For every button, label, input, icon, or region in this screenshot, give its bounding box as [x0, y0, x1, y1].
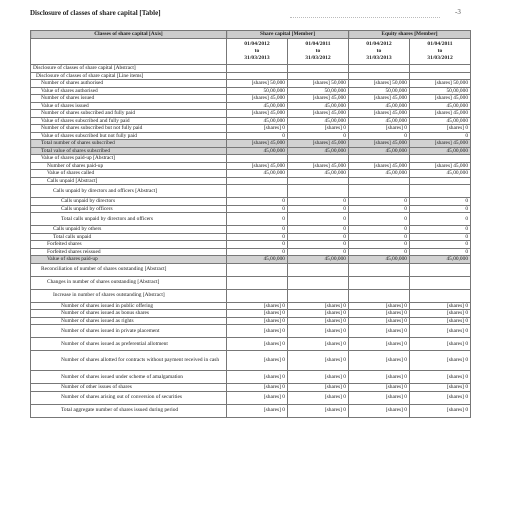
- table-row: [31, 205, 471, 213]
- row-value: 0: [288, 198, 349, 206]
- row-value: 45,00,000: [288, 256, 349, 264]
- row-label: Calls unpaid by officers: [31, 205, 227, 213]
- row-value: [shares] 0: [288, 125, 349, 133]
- row-value: [shares] 45,000: [288, 110, 349, 118]
- row-value: [shares] 0: [349, 125, 410, 133]
- row-value: [shares] 0: [288, 302, 349, 310]
- row-value: 45,00,000: [288, 102, 349, 110]
- table-row: [31, 276, 471, 289]
- row-value: 45,00,000: [227, 170, 288, 178]
- row-value: [shares] 45,000: [410, 140, 471, 148]
- row-value: [410, 276, 471, 289]
- row-label: Total aggregate number of shares issued during period: [31, 404, 227, 417]
- row-value: [shares] 45,000: [227, 140, 288, 148]
- row-value: [shares] 45,000: [410, 162, 471, 170]
- row-value: 0: [288, 241, 349, 249]
- row-label: Value of shares authorised: [31, 87, 227, 95]
- row-value: 0: [349, 248, 410, 256]
- row-value: [349, 177, 410, 185]
- row-value: [shares] 0: [288, 310, 349, 318]
- period-header: [288, 39, 349, 65]
- row-value: 45,00,000: [288, 117, 349, 125]
- row-label: Number of other issues of shares: [31, 384, 227, 392]
- equity-shares-member-header: Equity shares [Member]: [349, 31, 471, 39]
- period-to: 31/03/2013: [366, 55, 392, 61]
- period-header: [349, 39, 410, 65]
- row-value: [shares] 45,000: [227, 95, 288, 103]
- row-value: [227, 185, 288, 198]
- row-value: [shares] 0: [288, 325, 349, 338]
- row-label: Total calls unpaid: [31, 233, 227, 241]
- row-label: Number of shares issued as preferential allotment: [31, 338, 227, 351]
- row-value: [shares] 0: [288, 391, 349, 404]
- period-from: 01/04/2012: [244, 41, 270, 47]
- row-label: Value of shares called: [31, 170, 227, 178]
- row-value: [shares] 0: [349, 391, 410, 404]
- table-row: [31, 317, 471, 325]
- share-capital-member-header: Share capital [Member]: [227, 31, 349, 39]
- row-value: 45,00,000: [410, 170, 471, 178]
- table-row: [31, 87, 471, 95]
- row-value: [288, 289, 349, 302]
- row-value: [shares] 45,000: [349, 110, 410, 118]
- row-value: [227, 72, 288, 80]
- row-value: 0: [410, 233, 471, 241]
- row-value: 50,00,000: [349, 87, 410, 95]
- row-value: [shares] 0: [227, 338, 288, 351]
- row-value: [shares] 0: [227, 384, 288, 392]
- row-value: [shares] 0: [349, 371, 410, 384]
- period-to: 31/03/2012: [427, 55, 453, 61]
- row-value: 0: [410, 248, 471, 256]
- row-value: 0: [227, 226, 288, 234]
- row-value: [288, 185, 349, 198]
- row-value: [shares] 45,000: [349, 95, 410, 103]
- row-label: Total value of shares subscribed: [31, 147, 227, 155]
- table-row: [31, 289, 471, 302]
- table-row: [31, 155, 471, 163]
- row-value: [288, 155, 349, 163]
- row-value: 45,00,000: [410, 256, 471, 264]
- row-value: [349, 72, 410, 80]
- table-row: [31, 80, 471, 88]
- row-value: [227, 65, 288, 73]
- row-value: [shares] 0: [227, 125, 288, 133]
- row-label: Calls unpaid by directors and officers [Abstract]: [31, 185, 227, 198]
- row-value: [227, 289, 288, 302]
- row-value: 0: [227, 213, 288, 226]
- row-value: 45,00,000: [349, 170, 410, 178]
- row-value: [288, 276, 349, 289]
- row-value: 45,00,000: [349, 102, 410, 110]
- row-value: [shares] 45,000: [288, 162, 349, 170]
- table-row: [31, 351, 471, 371]
- row-value: 0: [349, 233, 410, 241]
- row-label: Number of shares issued as rights: [31, 317, 227, 325]
- row-value: [shares] 0: [349, 338, 410, 351]
- row-value: [shares] 0: [410, 371, 471, 384]
- row-value: [shares] 0: [410, 391, 471, 404]
- row-value: [shares] 50,000: [227, 80, 288, 88]
- table-row: [31, 226, 471, 234]
- row-value: 45,00,000: [227, 256, 288, 264]
- page-number: -3: [455, 8, 461, 16]
- period-to-word: to: [376, 48, 382, 54]
- row-value: [410, 263, 471, 276]
- row-value: [shares] 0: [410, 310, 471, 318]
- period-from: 01/04/2011: [427, 41, 453, 47]
- row-value: [shares] 0: [288, 338, 349, 351]
- period-header: [227, 39, 288, 65]
- row-value: 0: [410, 226, 471, 234]
- row-value: [shares] 0: [227, 391, 288, 404]
- row-value: 50,00,000: [410, 87, 471, 95]
- row-label: Changes in number of shares outstanding [Abstract]: [31, 276, 227, 289]
- table-row: [31, 162, 471, 170]
- row-value: [410, 177, 471, 185]
- row-label: Number of shares issued: [31, 95, 227, 103]
- row-value: [shares] 45,000: [410, 95, 471, 103]
- row-value: 0: [288, 213, 349, 226]
- row-label: Forfeited shares: [31, 241, 227, 249]
- table-row: [31, 125, 471, 133]
- row-value: [shares] 45,000: [227, 110, 288, 118]
- table-row: [31, 371, 471, 384]
- table-row: [31, 263, 471, 276]
- row-value: [shares] 45,000: [227, 162, 288, 170]
- row-value: [288, 72, 349, 80]
- row-value: [349, 289, 410, 302]
- row-value: 0: [410, 241, 471, 249]
- row-label: Total calls unpaid by directors and officers: [31, 213, 227, 226]
- row-label: Value of shares paid-up [Abstract]: [31, 155, 227, 163]
- row-label: Number of shares issued in public offering: [31, 302, 227, 310]
- row-value: 0: [349, 213, 410, 226]
- row-label: Calls unpaid by directors: [31, 198, 227, 206]
- period-header-blank: [31, 39, 227, 65]
- row-value: 45,00,000: [410, 147, 471, 155]
- row-value: [shares] 0: [288, 404, 349, 417]
- row-label: Number of shares issued in private placement: [31, 325, 227, 338]
- period-to: 31/03/2013: [244, 55, 270, 61]
- table-row: [31, 95, 471, 103]
- row-value: [shares] 0: [349, 310, 410, 318]
- row-value: [288, 177, 349, 185]
- row-value: [410, 185, 471, 198]
- row-value: [shares] 0: [288, 371, 349, 384]
- row-value: 50,00,000: [288, 87, 349, 95]
- row-value: [shares] 0: [349, 404, 410, 417]
- row-label: Increase in number of shares outstanding [Abstract]: [31, 289, 227, 302]
- row-value: 0: [288, 205, 349, 213]
- row-value: 0: [227, 205, 288, 213]
- document-title: Disclosure of classes of share capital [Table]: [30, 9, 161, 17]
- row-value: [shares] 0: [349, 317, 410, 325]
- row-value: [shares] 0: [410, 404, 471, 417]
- row-label: Disclosure of classes of share capital [Abstract]: [31, 65, 227, 73]
- row-value: 0: [227, 241, 288, 249]
- row-value: [shares] 0: [288, 384, 349, 392]
- row-value: [shares] 0: [410, 338, 471, 351]
- row-value: [shares] 0: [349, 384, 410, 392]
- row-value: [shares] 0: [288, 351, 349, 371]
- row-value: [shares] 0: [349, 325, 410, 338]
- row-value: 0: [227, 132, 288, 140]
- row-label: Number of shares allotted for contracts without payment received in cash: [31, 351, 227, 371]
- row-value: 0: [349, 226, 410, 234]
- row-label: Number of shares paid-up: [31, 162, 227, 170]
- row-value: [shares] 0: [410, 125, 471, 133]
- row-value: [shares] 0: [410, 384, 471, 392]
- table-body: [31, 65, 471, 418]
- period-to: 31/03/2012: [305, 55, 331, 61]
- row-label: Value of shares subscribed but not fully paid: [31, 132, 227, 140]
- row-value: 45,00,000: [288, 147, 349, 155]
- row-value: [349, 263, 410, 276]
- row-value: 0: [288, 132, 349, 140]
- row-value: [shares] 45,000: [349, 162, 410, 170]
- period-to-word: to: [437, 48, 443, 54]
- table-row: [31, 65, 471, 73]
- row-value: 0: [349, 198, 410, 206]
- row-value: 45,00,000: [349, 117, 410, 125]
- period-header: [410, 39, 471, 65]
- table-row: [31, 302, 471, 310]
- table-row: [31, 325, 471, 338]
- row-label: Value of shares paid-up: [31, 256, 227, 264]
- row-value: [410, 289, 471, 302]
- table-row: [31, 241, 471, 249]
- row-value: 50,00,000: [227, 87, 288, 95]
- row-label: Value of shares issued: [31, 102, 227, 110]
- table-row: [31, 391, 471, 404]
- row-value: [shares] 0: [227, 351, 288, 371]
- table-row: [31, 256, 471, 264]
- row-label: Number of shares subscribed and fully paid: [31, 110, 227, 118]
- period-from: 01/04/2012: [366, 41, 392, 47]
- period-to-word: to: [254, 48, 260, 54]
- row-value: 45,00,000: [349, 256, 410, 264]
- row-value: 0: [227, 233, 288, 241]
- row-value: 0: [410, 213, 471, 226]
- row-value: 0: [410, 132, 471, 140]
- table-row: [31, 147, 471, 155]
- header-row-groups: [31, 31, 471, 39]
- row-value: [410, 65, 471, 73]
- period-from: 01/04/2011: [305, 41, 331, 47]
- table-row: [31, 233, 471, 241]
- table-row: [31, 72, 471, 80]
- row-value: [349, 276, 410, 289]
- table-row: [31, 404, 471, 417]
- row-value: [227, 276, 288, 289]
- row-label: Forfeited shares reissued: [31, 248, 227, 256]
- row-value: 45,00,000: [288, 170, 349, 178]
- row-value: [shares] 45,000: [410, 110, 471, 118]
- row-value: [shares] 0: [349, 302, 410, 310]
- row-value: 45,00,000: [349, 147, 410, 155]
- row-value: 0: [288, 248, 349, 256]
- row-label: Calls unpaid by others: [31, 226, 227, 234]
- table-row: [31, 213, 471, 226]
- row-value: 0: [349, 205, 410, 213]
- row-value: [410, 155, 471, 163]
- row-value: 0: [227, 198, 288, 206]
- row-value: 45,00,000: [410, 117, 471, 125]
- row-value: 0: [288, 233, 349, 241]
- row-label: Number of shares subscribed but not fully paid: [31, 125, 227, 133]
- table-row: [31, 310, 471, 318]
- row-value: [shares] 0: [227, 317, 288, 325]
- row-value: [shares] 50,000: [410, 80, 471, 88]
- row-value: [shares] 50,000: [288, 80, 349, 88]
- row-value: [shares] 0: [227, 371, 288, 384]
- row-label: Number of shares authorised: [31, 80, 227, 88]
- row-value: 0: [288, 226, 349, 234]
- table-row: [31, 110, 471, 118]
- row-label: Number of shares issued as bonus shares: [31, 310, 227, 318]
- table-row: [31, 248, 471, 256]
- table-row: [31, 102, 471, 110]
- row-value: 45,00,000: [227, 102, 288, 110]
- row-value: [shares] 0: [349, 351, 410, 371]
- table-row: [31, 338, 471, 351]
- row-value: 45,00,000: [227, 147, 288, 155]
- table-row: [31, 117, 471, 125]
- row-value: [227, 155, 288, 163]
- row-value: [349, 185, 410, 198]
- row-value: [227, 177, 288, 185]
- row-value: [shares] 0: [227, 404, 288, 417]
- table-row: [31, 384, 471, 392]
- row-value: [227, 263, 288, 276]
- row-value: 0: [349, 132, 410, 140]
- row-value: [288, 65, 349, 73]
- row-value: 0: [227, 248, 288, 256]
- table-row: [31, 140, 471, 148]
- header-row-periods: [31, 39, 471, 65]
- row-value: [288, 263, 349, 276]
- row-value: [shares] 0: [410, 302, 471, 310]
- row-value: [shares] 0: [410, 351, 471, 371]
- row-value: [shares] 45,000: [349, 140, 410, 148]
- row-value: [shares] 45,000: [288, 95, 349, 103]
- row-label: Number of shares arising out of conversion of securities: [31, 391, 227, 404]
- row-value: [shares] 0: [410, 325, 471, 338]
- table-row: [31, 132, 471, 140]
- row-value: [shares] 0: [410, 317, 471, 325]
- row-label: Calls unpaid [Abstract]: [31, 177, 227, 185]
- row-value: [349, 65, 410, 73]
- row-value: 0: [410, 198, 471, 206]
- period-to-word: to: [315, 48, 321, 54]
- faint-divider: [290, 17, 440, 22]
- row-value: [410, 72, 471, 80]
- table-row: [31, 198, 471, 206]
- row-value: [shares] 50,000: [349, 80, 410, 88]
- share-capital-table: [30, 30, 471, 418]
- row-label: Disclosure of classes of share capital [Line items]: [31, 72, 227, 80]
- row-label: Reconciliation of number of shares outstanding [Abstract]: [31, 263, 227, 276]
- row-value: [shares] 0: [227, 325, 288, 338]
- row-value: [shares] 0: [288, 317, 349, 325]
- row-label: Number of shares issued under scheme of amalgamation: [31, 371, 227, 384]
- row-value: 45,00,000: [227, 117, 288, 125]
- table-row: [31, 185, 471, 198]
- row-value: [shares] 45,000: [288, 140, 349, 148]
- classes-axis-header: Classes of share capital [Axis]: [31, 31, 227, 39]
- row-label: Value of shares subscribed and fully paid: [31, 117, 227, 125]
- row-value: [shares] 0: [227, 310, 288, 318]
- row-value: [349, 155, 410, 163]
- row-value: [shares] 0: [227, 302, 288, 310]
- table-row: [31, 177, 471, 185]
- row-value: 0: [410, 205, 471, 213]
- row-value: 0: [349, 241, 410, 249]
- row-value: 45,00,000: [410, 102, 471, 110]
- table-row: [31, 170, 471, 178]
- row-label: Total number of shares subscribed: [31, 140, 227, 148]
